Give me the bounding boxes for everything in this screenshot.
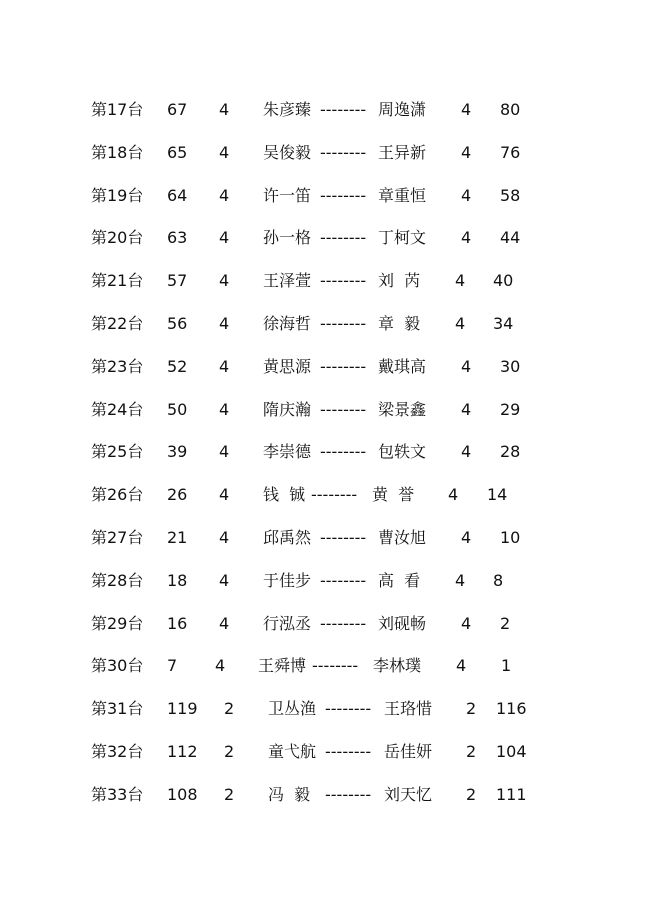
pairing-row	[0, 697, 650, 721]
dash-separator: --------	[325, 742, 372, 761]
left-player-name: 童弋航	[268, 742, 317, 761]
right-points: 4	[455, 570, 466, 590]
right-score: 2	[500, 613, 511, 633]
right-player-name: 高 看	[378, 570, 421, 590]
dash-separator: --------	[320, 271, 367, 291]
right-points: 4	[461, 100, 472, 119]
pairing-row	[0, 569, 650, 593]
right-points: 2	[466, 784, 477, 804]
left-points: 4	[219, 399, 230, 419]
left-player-name: 行泓丞	[263, 613, 312, 633]
dash-separator: --------	[325, 784, 372, 804]
dash-separator: --------	[311, 485, 358, 505]
left-points: 4	[219, 442, 230, 462]
left-points: 4	[215, 656, 226, 676]
table-number: 第22台	[91, 314, 144, 333]
right-points: 2	[466, 742, 477, 761]
left-player-name: 徐海哲	[263, 314, 312, 333]
right-score: 28	[500, 442, 521, 462]
right-player-name: 李林璞	[373, 656, 422, 676]
right-score: 10	[500, 528, 521, 547]
right-points: 4	[448, 485, 459, 505]
left-points: 4	[219, 271, 230, 291]
left-points: 2	[224, 699, 235, 719]
left-score: 57	[167, 271, 188, 291]
left-score: 67	[167, 100, 188, 119]
right-score: 104	[496, 742, 527, 761]
pairing-row	[0, 312, 650, 336]
dash-separator: --------	[320, 314, 367, 333]
right-player-name: 章重恒	[378, 185, 427, 205]
right-player-name: 丁柯文	[378, 228, 427, 248]
left-points: 4	[219, 314, 230, 333]
left-points: 4	[219, 485, 230, 505]
right-score: 80	[500, 100, 521, 119]
table-number: 第32台	[91, 742, 144, 761]
right-player-name: 包轶文	[378, 442, 427, 462]
right-score: 34	[493, 314, 514, 333]
left-player-name: 隋庆瀚	[263, 399, 312, 419]
dash-separator: --------	[312, 656, 359, 676]
left-score: 7	[167, 656, 178, 676]
left-score: 50	[167, 399, 188, 419]
right-points: 4	[461, 442, 472, 462]
dash-separator: --------	[325, 699, 372, 719]
left-player-name: 李崇德	[263, 442, 312, 462]
pairing-row	[0, 184, 650, 208]
table-number: 第26台	[91, 485, 144, 505]
right-player-name: 黄 誉	[372, 485, 415, 505]
left-points: 4	[219, 100, 230, 119]
left-points: 4	[219, 528, 230, 547]
right-points: 4	[461, 399, 472, 419]
table-number: 第18台	[91, 142, 144, 162]
right-score: 116	[496, 699, 527, 719]
right-player-name: 王珞惜	[384, 699, 433, 719]
right-score: 111	[496, 784, 527, 804]
left-player-name: 吴俊毅	[263, 142, 312, 162]
left-player-name: 孙一格	[263, 228, 312, 248]
right-score: 1	[501, 656, 512, 676]
right-score: 29	[500, 399, 521, 419]
dash-separator: --------	[320, 228, 367, 248]
left-score: 65	[167, 142, 188, 162]
pairing-row	[0, 141, 650, 165]
dash-separator: --------	[320, 142, 367, 162]
pairing-row	[0, 269, 650, 293]
right-points: 4	[456, 656, 467, 676]
left-score: 108	[167, 784, 198, 804]
table-number: 第24台	[91, 399, 144, 419]
left-score: 64	[167, 185, 188, 205]
left-score: 52	[167, 356, 188, 376]
right-player-name: 岳佳妍	[384, 742, 433, 761]
pairing-row	[0, 355, 650, 379]
table-number: 第30台	[91, 656, 144, 676]
right-points: 4	[455, 271, 466, 291]
left-points: 4	[219, 570, 230, 590]
dash-separator: --------	[320, 570, 367, 590]
left-score: 56	[167, 314, 188, 333]
dash-separator: --------	[320, 528, 367, 547]
table-number: 第21台	[91, 271, 144, 291]
pairing-row	[0, 526, 650, 550]
table-number: 第19台	[91, 185, 144, 205]
pairing-row	[0, 612, 650, 636]
left-score: 112	[167, 742, 198, 761]
right-points: 4	[455, 314, 466, 333]
right-player-name: 刘砚畅	[378, 613, 427, 633]
left-player-name: 冯 毅	[268, 784, 311, 804]
right-player-name: 梁景鑫	[378, 399, 427, 419]
table-number: 第29台	[91, 613, 144, 633]
left-points: 4	[219, 142, 230, 162]
right-points: 4	[461, 356, 472, 376]
right-player-name: 刘天忆	[384, 784, 433, 804]
left-player-name: 黄思源	[263, 356, 312, 376]
left-points: 4	[219, 185, 230, 205]
right-score: 14	[487, 485, 508, 505]
left-score: 39	[167, 442, 188, 462]
left-score: 119	[167, 699, 198, 719]
dash-separator: --------	[320, 442, 367, 462]
left-score: 21	[167, 528, 188, 547]
left-score: 18	[167, 570, 188, 590]
right-points: 4	[461, 228, 472, 248]
right-points: 4	[461, 528, 472, 547]
right-player-name: 戴琪高	[378, 356, 427, 376]
right-player-name: 周逸潇	[378, 100, 427, 119]
pairing-row	[0, 740, 650, 764]
left-score: 16	[167, 613, 188, 633]
right-player-name: 曹汝旭	[378, 528, 427, 547]
right-points: 4	[461, 185, 472, 205]
pairing-row	[0, 483, 650, 507]
pairing-row	[0, 98, 650, 122]
pairing-row	[0, 440, 650, 464]
table-number: 第25台	[91, 442, 144, 462]
right-points: 4	[461, 613, 472, 633]
dash-separator: --------	[320, 185, 367, 205]
left-player-name: 王舜博	[258, 656, 307, 676]
left-player-name: 王泽萱	[263, 271, 312, 291]
left-points: 4	[219, 613, 230, 633]
right-player-name: 王异新	[378, 142, 427, 162]
right-score: 30	[500, 356, 521, 376]
left-player-name: 钱 铖	[263, 485, 306, 505]
left-points: 4	[219, 356, 230, 376]
left-player-name: 朱彦臻	[263, 100, 312, 119]
table-number: 第17台	[91, 100, 144, 119]
table-number: 第28台	[91, 570, 144, 590]
left-player-name: 于佳步	[263, 570, 312, 590]
left-player-name: 许一笛	[263, 185, 312, 205]
left-score: 63	[167, 228, 188, 248]
right-points: 2	[466, 699, 477, 719]
left-score: 26	[167, 485, 188, 505]
right-score: 76	[500, 142, 521, 162]
pairing-row	[0, 226, 650, 250]
table-number: 第23台	[91, 356, 144, 376]
right-points: 4	[461, 142, 472, 162]
table-number: 第33台	[91, 784, 144, 804]
right-score: 40	[493, 271, 514, 291]
pairing-row	[0, 783, 650, 807]
table-number: 第27台	[91, 528, 144, 547]
right-player-name: 刘 芮	[378, 271, 421, 291]
table-number: 第31台	[91, 699, 144, 719]
right-score: 8	[493, 570, 504, 590]
right-player-name: 章 毅	[378, 314, 421, 333]
pairing-row	[0, 398, 650, 422]
left-points: 4	[219, 228, 230, 248]
left-points: 2	[224, 784, 235, 804]
dash-separator: --------	[320, 613, 367, 633]
left-player-name: 卫丛渔	[268, 699, 317, 719]
right-score: 44	[500, 228, 521, 248]
right-score: 58	[500, 185, 521, 205]
table-number: 第20台	[91, 228, 144, 248]
dash-separator: --------	[320, 399, 367, 419]
left-points: 2	[224, 742, 235, 761]
dash-separator: --------	[320, 100, 367, 119]
left-player-name: 邱禹然	[263, 528, 312, 547]
dash-separator: --------	[320, 356, 367, 376]
pairing-row	[0, 654, 650, 678]
